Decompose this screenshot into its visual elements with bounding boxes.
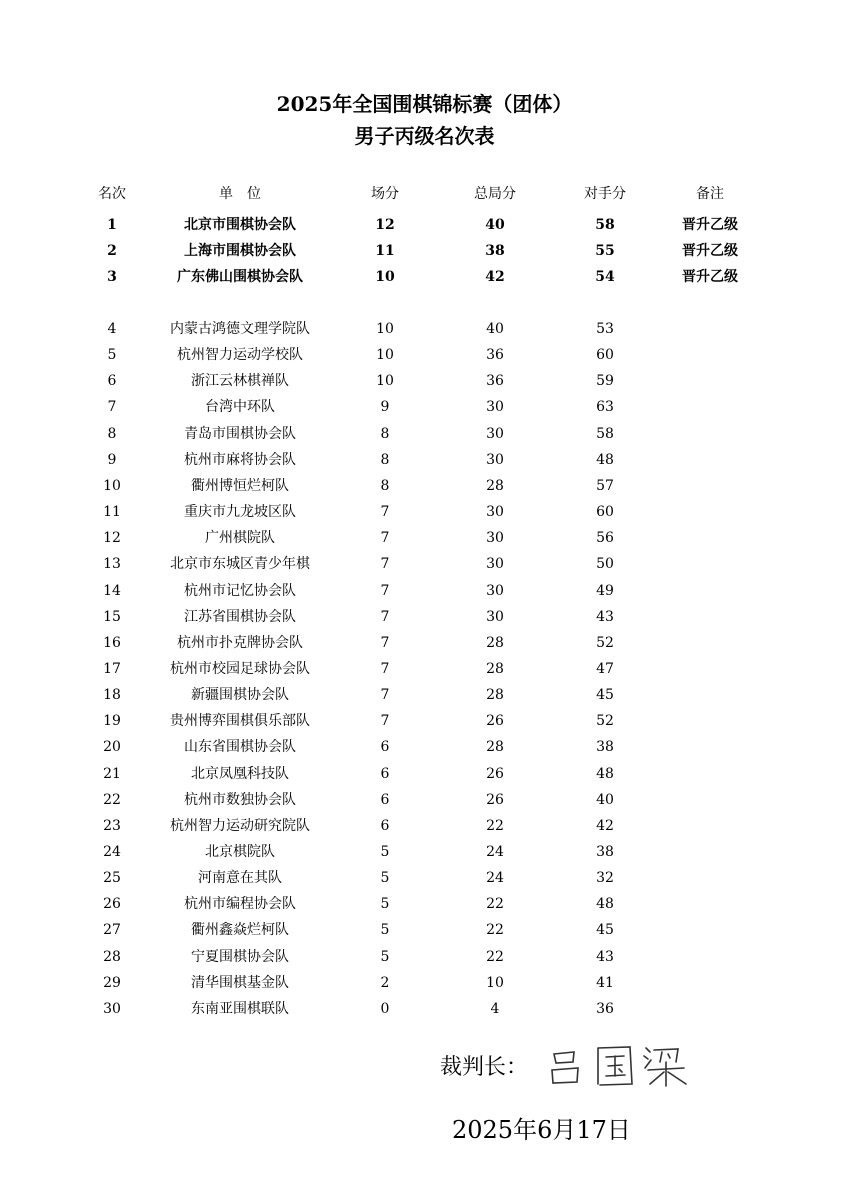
field-points-cell: 6 [380,739,390,756]
note-cell: 晋升乙级 [682,217,738,233]
referee-signature [548,1040,688,1090]
opponent-points-cell: 60 [596,504,614,521]
field-points-cell: 5 [380,948,390,965]
table-header [0,181,849,207]
opponent-points-cell: 42 [596,817,614,834]
opponent-points-cell: 32 [596,870,614,887]
opponent-points-cell: 54 [595,269,615,285]
opponent-points-cell: 49 [596,582,614,599]
field-points-cell: 10 [376,321,394,337]
table-row [0,734,849,760]
unit-cell: 广州棋院队 [205,530,275,547]
rank-cell: 1 [107,217,117,233]
field-points-cell: 11 [375,243,395,259]
table-row [0,264,849,290]
unit-cell: 青岛市围棋协会队 [184,425,296,442]
game-points-cell: 28 [486,687,504,704]
game-points-cell: 30 [486,399,504,416]
opponent-points-cell: 59 [596,373,614,390]
rank-cell: 4 [107,321,117,337]
unit-cell: 北京市东城区青少年棋 [170,556,310,573]
opponent-points-cell: 48 [596,765,614,782]
unit-cell: 衢州鑫焱烂柯队 [191,922,289,939]
opponent-points-cell: 48 [596,896,614,913]
rank-cell: 11 [103,504,121,521]
rank-cell: 17 [103,660,121,677]
rank-cell: 23 [103,817,121,834]
note-cell: 晋升乙级 [682,243,738,259]
rank-cell: 25 [103,870,121,887]
rank-cell: 15 [103,608,121,625]
rank-cell: 20 [103,739,121,756]
game-points-cell: 28 [486,739,504,756]
unit-cell: 东南亚围棋联队 [191,1000,289,1017]
rank-cell: 8 [107,425,117,442]
game-points-cell: 30 [486,608,504,625]
field-points-cell: 8 [380,451,390,468]
rank-cell: 6 [107,373,117,390]
opponent-points-cell: 60 [596,347,614,364]
field-points-cell: 7 [380,608,390,625]
field-points-cell: 6 [380,765,390,782]
rank-cell: 27 [103,922,121,939]
opponent-points-cell: 55 [595,243,615,259]
field-points-cell: 7 [380,713,390,730]
unit-cell: 重庆市九龙坡区队 [184,504,296,521]
rank-cell: 14 [103,582,121,599]
game-points-cell: 30 [486,582,504,599]
table-row [0,996,849,1022]
game-points-cell: 30 [486,556,504,573]
game-points-cell: 40 [486,321,504,337]
game-points-cell: 24 [486,844,504,860]
unit-cell: 北京市围棋协会队 [184,217,296,233]
unit-cell: 浙江云林棋禅队 [191,373,289,390]
table-row [0,787,849,813]
field-points-cell: 7 [380,582,390,599]
rank-cell: 28 [103,948,121,965]
rank-cell: 29 [103,974,121,991]
game-points-cell: 36 [486,347,504,364]
game-points-cell: 40 [485,217,505,233]
table-row [0,656,849,682]
unit-cell: 清华围棋基金队 [191,974,289,991]
header-unit: 单 位 [219,186,261,202]
unit-cell: 杭州市麻将协会队 [184,451,296,468]
game-points-cell: 22 [486,896,504,913]
unit-cell: 杭州市校园足球协会队 [170,660,310,677]
table-row [0,865,849,891]
field-points-cell: 5 [380,870,390,887]
unit-cell: 北京凤凰科技队 [191,765,289,782]
table-row [0,891,849,917]
unit-cell: 山东省围棋协会队 [184,739,296,756]
game-points-cell: 24 [486,870,504,887]
unit-cell: 河南意在其队 [198,870,282,887]
game-points-cell: 4 [490,1000,500,1017]
opponent-points-cell: 58 [595,217,615,233]
opponent-points-cell: 53 [596,321,614,337]
table-row [0,944,849,970]
opponent-points-cell: 36 [596,1000,614,1017]
opponent-points-cell: 43 [596,948,614,965]
field-points-cell: 10 [376,347,394,364]
field-points-cell: 8 [380,425,390,442]
game-points-cell: 10 [486,974,504,991]
rank-cell: 30 [103,1000,121,1017]
game-points-cell: 38 [485,243,505,259]
game-points-cell: 36 [486,373,504,390]
header-rank: 名次 [98,186,126,202]
table-row [0,421,849,447]
rank-cell: 10 [103,477,121,494]
unit-cell: 贵州博弈围棋俱乐部队 [170,713,310,730]
field-points-cell: 10 [376,373,394,390]
field-points-cell: 5 [380,844,390,860]
table-row [0,839,849,865]
header-note: 备注 [696,186,724,202]
opponent-points-cell: 38 [596,739,614,756]
unit-cell: 杭州市扑克牌协会队 [177,634,303,651]
field-points-cell: 7 [380,504,390,521]
unit-cell: 杭州市记忆协会队 [184,582,296,599]
table-row [0,551,849,577]
header-field-points: 场分 [371,186,399,202]
rank-cell: 21 [103,765,121,782]
unit-cell: 内蒙古鸿德文理学院队 [170,321,310,337]
game-points-cell: 22 [486,922,504,939]
game-points-cell: 28 [486,660,504,677]
field-points-cell: 2 [380,974,390,991]
rank-cell: 7 [107,399,117,416]
table-row [0,473,849,499]
rank-cell: 22 [103,791,121,808]
unit-cell: 新疆围棋协会队 [191,687,289,704]
table-row [0,525,849,551]
table-row [0,499,849,525]
game-points-cell: 28 [486,477,504,494]
field-points-cell: 7 [380,556,390,573]
field-points-cell: 6 [380,817,390,834]
table-row [0,447,849,473]
table-row [0,813,849,839]
rank-cell: 18 [103,687,121,704]
field-points-cell: 7 [380,660,390,677]
table-row [0,394,849,420]
referee-label: 裁判长： [440,1055,529,1080]
field-points-cell: 7 [380,634,390,651]
rank-cell: 5 [107,347,117,364]
opponent-points-cell: 52 [596,634,614,651]
opponent-points-cell: 40 [596,791,614,808]
rank-cell: 16 [103,634,121,651]
field-points-cell: 12 [375,217,395,233]
game-points-cell: 22 [486,817,504,834]
opponent-points-cell: 58 [596,425,614,442]
field-points-cell: 5 [380,922,390,939]
unit-cell: 江苏省围棋协会队 [184,608,296,625]
rank-cell: 12 [103,530,121,547]
table-row [0,212,849,238]
document-date: 2025年6月17日 [452,1116,631,1144]
table-row [0,708,849,734]
table-row [0,342,849,368]
field-points-cell: 0 [380,1000,390,1017]
game-points-cell: 28 [486,634,504,651]
table-row [0,970,849,996]
unit-cell: 杭州市编程协会队 [184,896,296,913]
rank-cell: 13 [103,556,121,573]
opponent-points-cell: 41 [596,974,614,991]
game-points-cell: 42 [485,269,505,285]
opponent-points-cell: 63 [596,399,614,416]
note-cell: 晋升乙级 [682,269,738,285]
opponent-points-cell: 45 [596,922,614,939]
field-points-cell: 7 [380,530,390,547]
document-title: 2025年全国围棋锦标赛（团体） [276,92,573,116]
opponent-points-cell: 47 [596,660,614,677]
field-points-cell: 6 [380,791,390,808]
field-points-cell: 10 [375,269,395,285]
table-row [0,604,849,630]
game-points-cell: 30 [486,425,504,442]
opponent-points-cell: 56 [596,530,614,547]
header-game-points: 总局分 [474,186,516,202]
game-points-cell: 30 [486,504,504,521]
game-points-cell: 26 [486,713,504,730]
unit-cell: 北京棋院队 [205,844,275,860]
table-row [0,761,849,787]
document-subtitle: 男子丙级名次表 [354,124,495,148]
opponent-points-cell: 57 [596,477,614,494]
game-points-cell: 22 [486,948,504,965]
unit-cell: 衢州博恒烂柯队 [191,477,289,494]
table-row [0,368,849,394]
game-points-cell: 30 [486,451,504,468]
field-points-cell: 5 [380,896,390,913]
unit-cell: 上海市围棋协会队 [184,243,296,259]
opponent-points-cell: 38 [596,844,614,860]
table-row [0,316,849,342]
table-row [0,682,849,708]
unit-cell: 台湾中环队 [205,399,275,416]
opponent-points-cell: 43 [596,608,614,625]
field-points-cell: 7 [380,687,390,704]
rank-cell: 2 [107,243,117,259]
field-points-cell: 8 [380,477,390,494]
game-points-cell: 30 [486,530,504,547]
rank-cell: 9 [107,451,117,468]
opponent-points-cell: 45 [596,687,614,704]
unit-cell: 杭州市数独协会队 [184,791,296,808]
unit-cell: 宁夏围棋协会队 [191,948,289,965]
opponent-points-cell: 50 [596,556,614,573]
table-row [0,917,849,943]
header-opponent-points: 对手分 [584,186,626,202]
rank-cell: 3 [107,269,117,285]
rank-cell: 26 [103,896,121,913]
rank-cell: 24 [103,844,121,860]
field-points-cell: 9 [380,399,390,416]
opponent-points-cell: 52 [596,713,614,730]
unit-cell: 广东佛山围棋协会队 [177,269,303,285]
unit-cell: 杭州智力运动学校队 [177,347,303,364]
unit-cell: 杭州智力运动研究院队 [170,817,310,834]
table-row [0,238,849,264]
game-points-cell: 26 [486,765,504,782]
opponent-points-cell: 48 [596,451,614,468]
game-points-cell: 26 [486,791,504,808]
rank-cell: 19 [103,713,121,730]
table-row [0,630,849,656]
table-row [0,578,849,604]
